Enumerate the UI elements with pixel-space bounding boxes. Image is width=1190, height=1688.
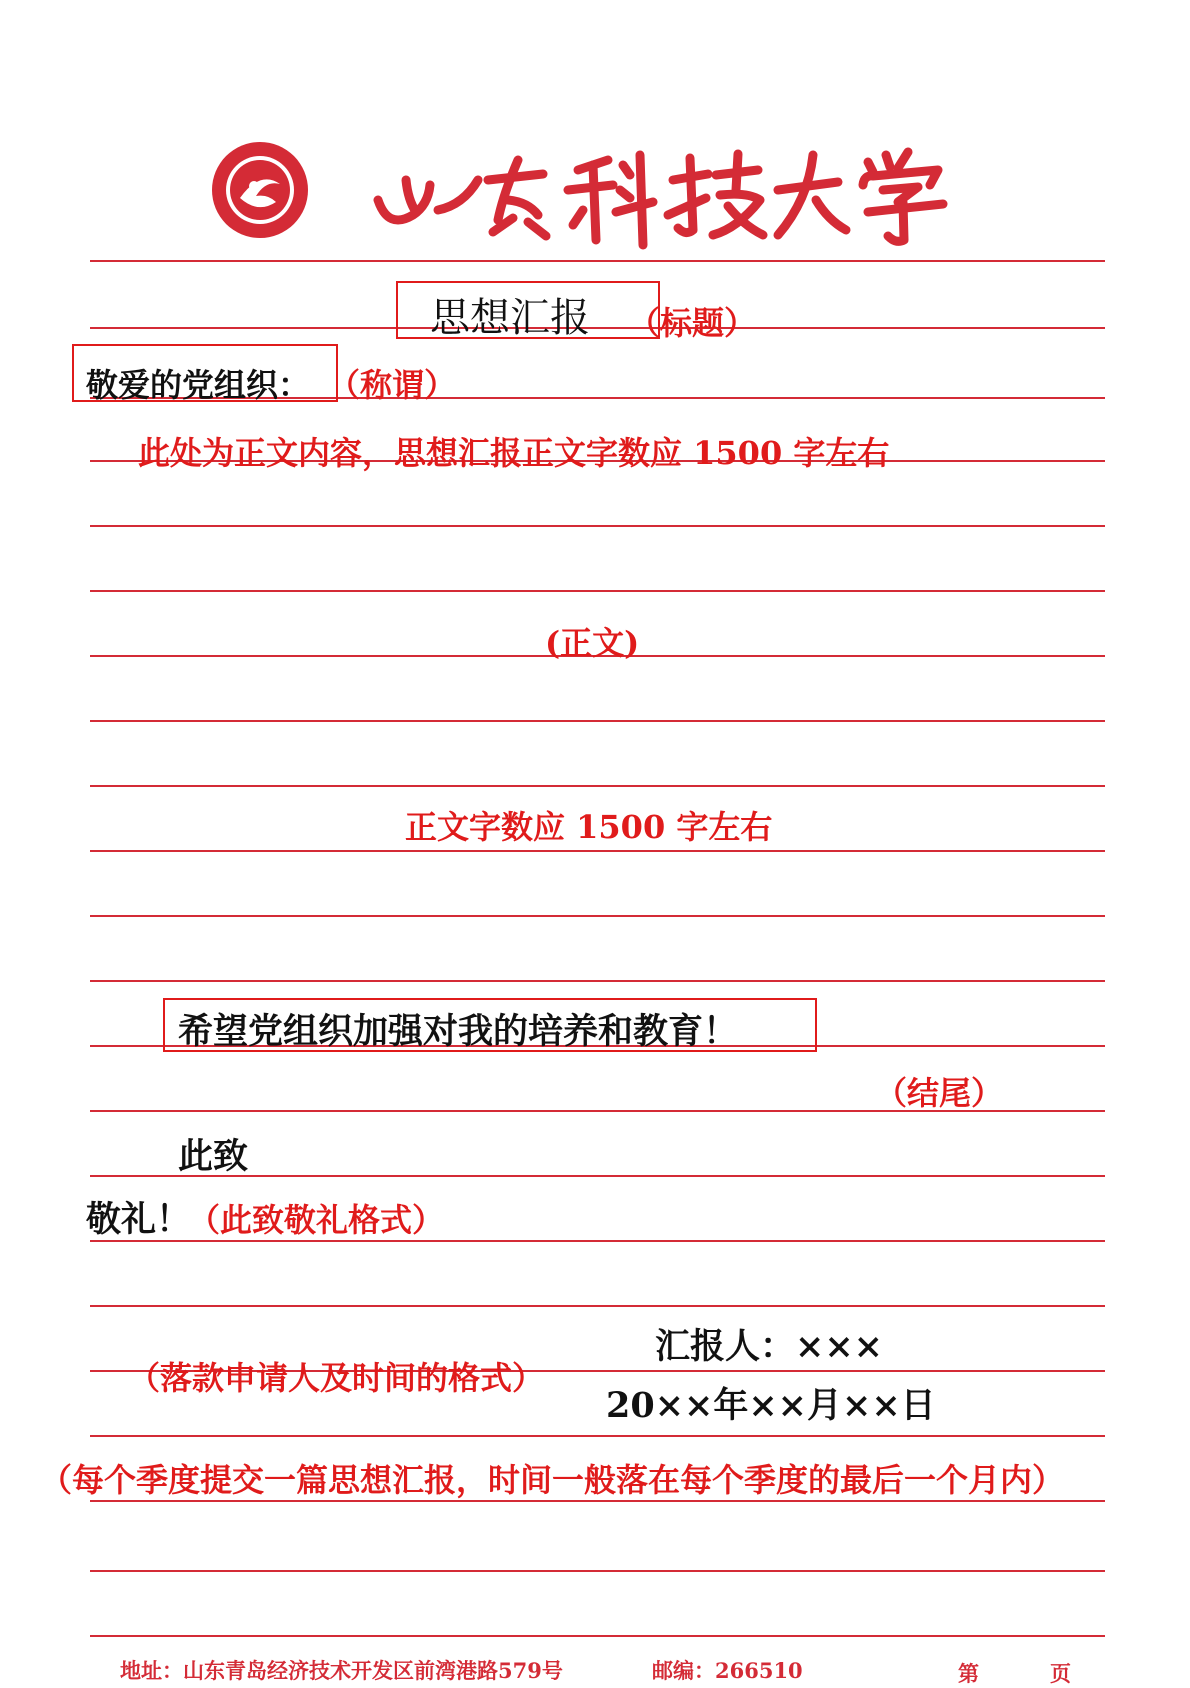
signature-annotation: （落款申请人及时间的格式） (128, 1359, 545, 1397)
footer-postcode: 邮编：266510 (652, 1658, 803, 1683)
salutation: 敬爱的党组织： (86, 366, 311, 404)
cizhi: 此致 (178, 1136, 249, 1177)
title-annotation: （标题） (628, 304, 757, 342)
page-title: 思想汇报 (430, 295, 590, 341)
jingli: 敬礼！ (86, 1199, 192, 1240)
body-word-count-note: 正文字数应 1500 字左右 (405, 808, 773, 846)
footer-address: 地址：山东青岛经济技术开发区前湾港路579号 (120, 1658, 563, 1683)
university-seal-icon (210, 140, 310, 240)
submission-note: （每个季度提交一篇思想汇报，时间一般落在每个季度的最后一个月内） (40, 1461, 1065, 1499)
body-note: 此处为正文内容，思想汇报正文字数应 1500 字左右 (138, 434, 890, 472)
closing-sentence: 希望党组织加强对我的培养和教育！ (178, 1011, 739, 1052)
footer-page-di: 第 (958, 1661, 979, 1686)
body-label: (正文) (545, 624, 640, 662)
date-line: 20××年××月××日 (606, 1385, 936, 1426)
closing-annotation: （结尾） (875, 1074, 1004, 1112)
salutation-annotation: （称谓） (328, 366, 457, 404)
university-name-calligraphy (368, 140, 960, 250)
footer-page-ye: 页 (1050, 1661, 1071, 1686)
reporter-line: 汇报人：××× (655, 1326, 883, 1367)
jingli-annotation: （此致敬礼格式） (188, 1201, 445, 1239)
